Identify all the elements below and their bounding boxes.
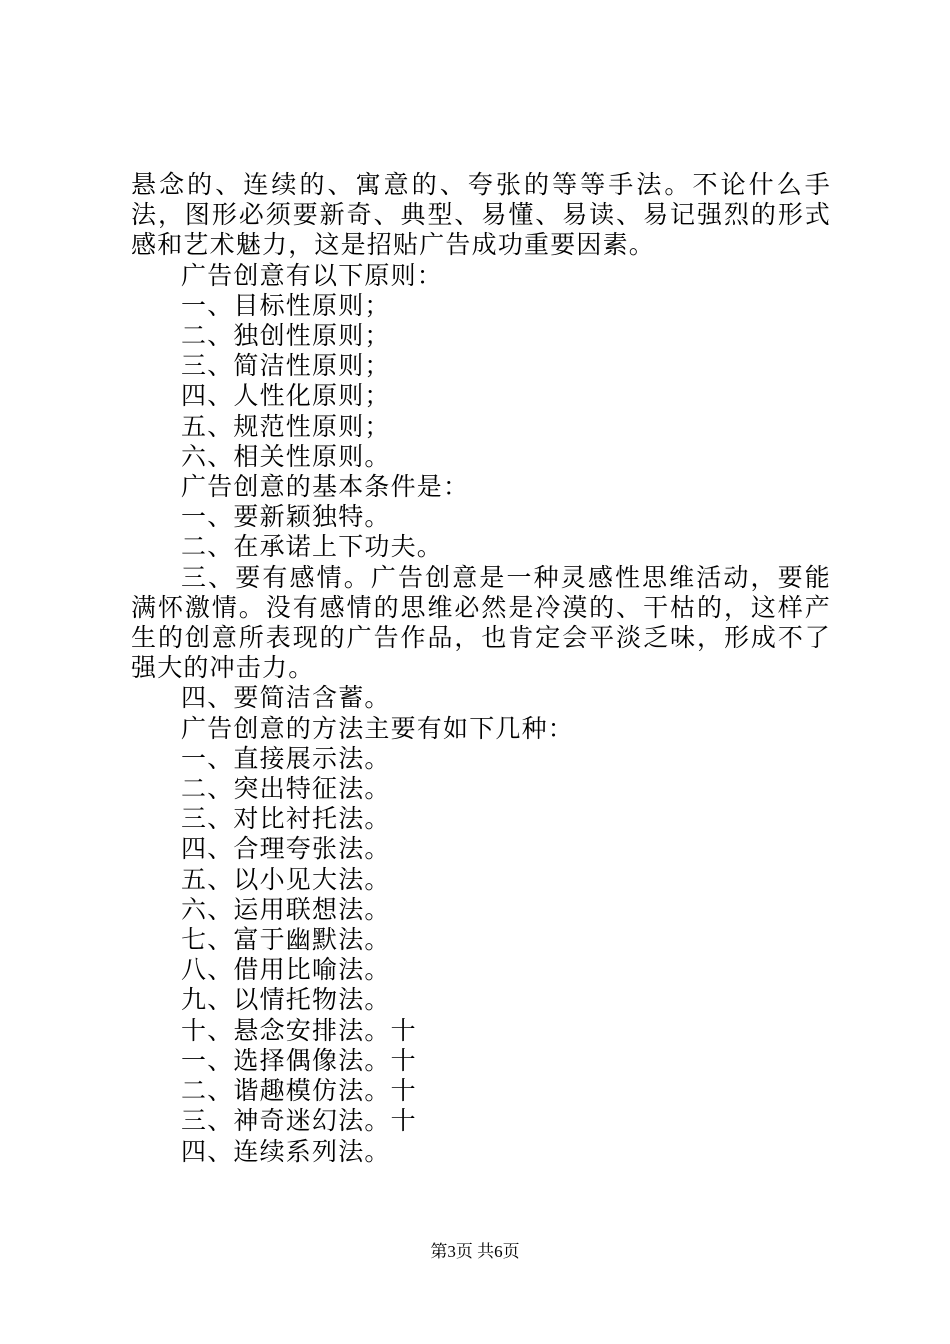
paragraph: 四、人性化原则；: [181, 381, 391, 411]
paragraph: 四、要简洁含蓄。: [181, 683, 391, 713]
paragraph: 九、以情托物法。: [181, 985, 391, 1015]
paragraph: 六、运用联想法。: [181, 894, 391, 924]
paragraph: 一、直接展示法。: [181, 743, 391, 773]
paragraph: 一、目标性原则；: [181, 290, 391, 320]
paragraph: 四、连续系列法。: [181, 1136, 391, 1166]
paragraph: 五、以小见大法。: [181, 864, 391, 894]
paragraph: 十、悬念安排法。十: [181, 1015, 417, 1045]
paragraph: 六、相关性原则。: [181, 441, 391, 471]
paragraph: 广告创意有以下原则：: [181, 260, 444, 290]
paragraph: 四、合理夸张法。: [181, 834, 391, 864]
paragraph: 三、对比衬托法。: [181, 804, 391, 834]
paragraph: 广告创意的基本条件是：: [181, 472, 470, 502]
paragraph: 三、神奇迷幻法。十: [181, 1106, 417, 1136]
body-text: [131, 170, 831, 1167]
paragraph: 悬念的、连续的、寓意的、夸张的等等手法。不论什么手法，图形必须要新奇、典型、易懂、易读、易记强烈的形式感和艺术魅力，这是招贴广告成功重要因素。: [131, 170, 831, 260]
paragraph: 三、简洁性原则；: [181, 351, 391, 381]
page-footer: 第3页 共6页: [430, 1242, 520, 1261]
paragraph: 五、规范性原则；: [181, 411, 391, 441]
paragraph: 二、谐趣模仿法。十: [181, 1076, 417, 1106]
paragraph: 一、选择偶像法。十: [181, 1045, 417, 1075]
paragraph: 七、富于幽默法。: [181, 925, 391, 955]
paragraph: 三、要有感情。广告创意是一种灵感性思维活动，要能满怀激情。没有感情的思维必然是冷漠的、干枯的，这样产生的创意所表现的广告作品，也肯定会平淡乏味，形成不了强大的冲击力。: [131, 562, 831, 683]
paragraph: 广告创意的方法主要有如下几种：: [181, 713, 575, 743]
paragraph: 八、借用比喻法。: [181, 955, 391, 985]
paragraph: 二、在承诺上下功夫。: [181, 532, 444, 562]
paragraph: 二、突出特征法。: [181, 774, 391, 804]
paragraph: 二、独创性原则；: [181, 321, 391, 351]
paragraph: 一、要新颖独特。: [181, 502, 391, 532]
